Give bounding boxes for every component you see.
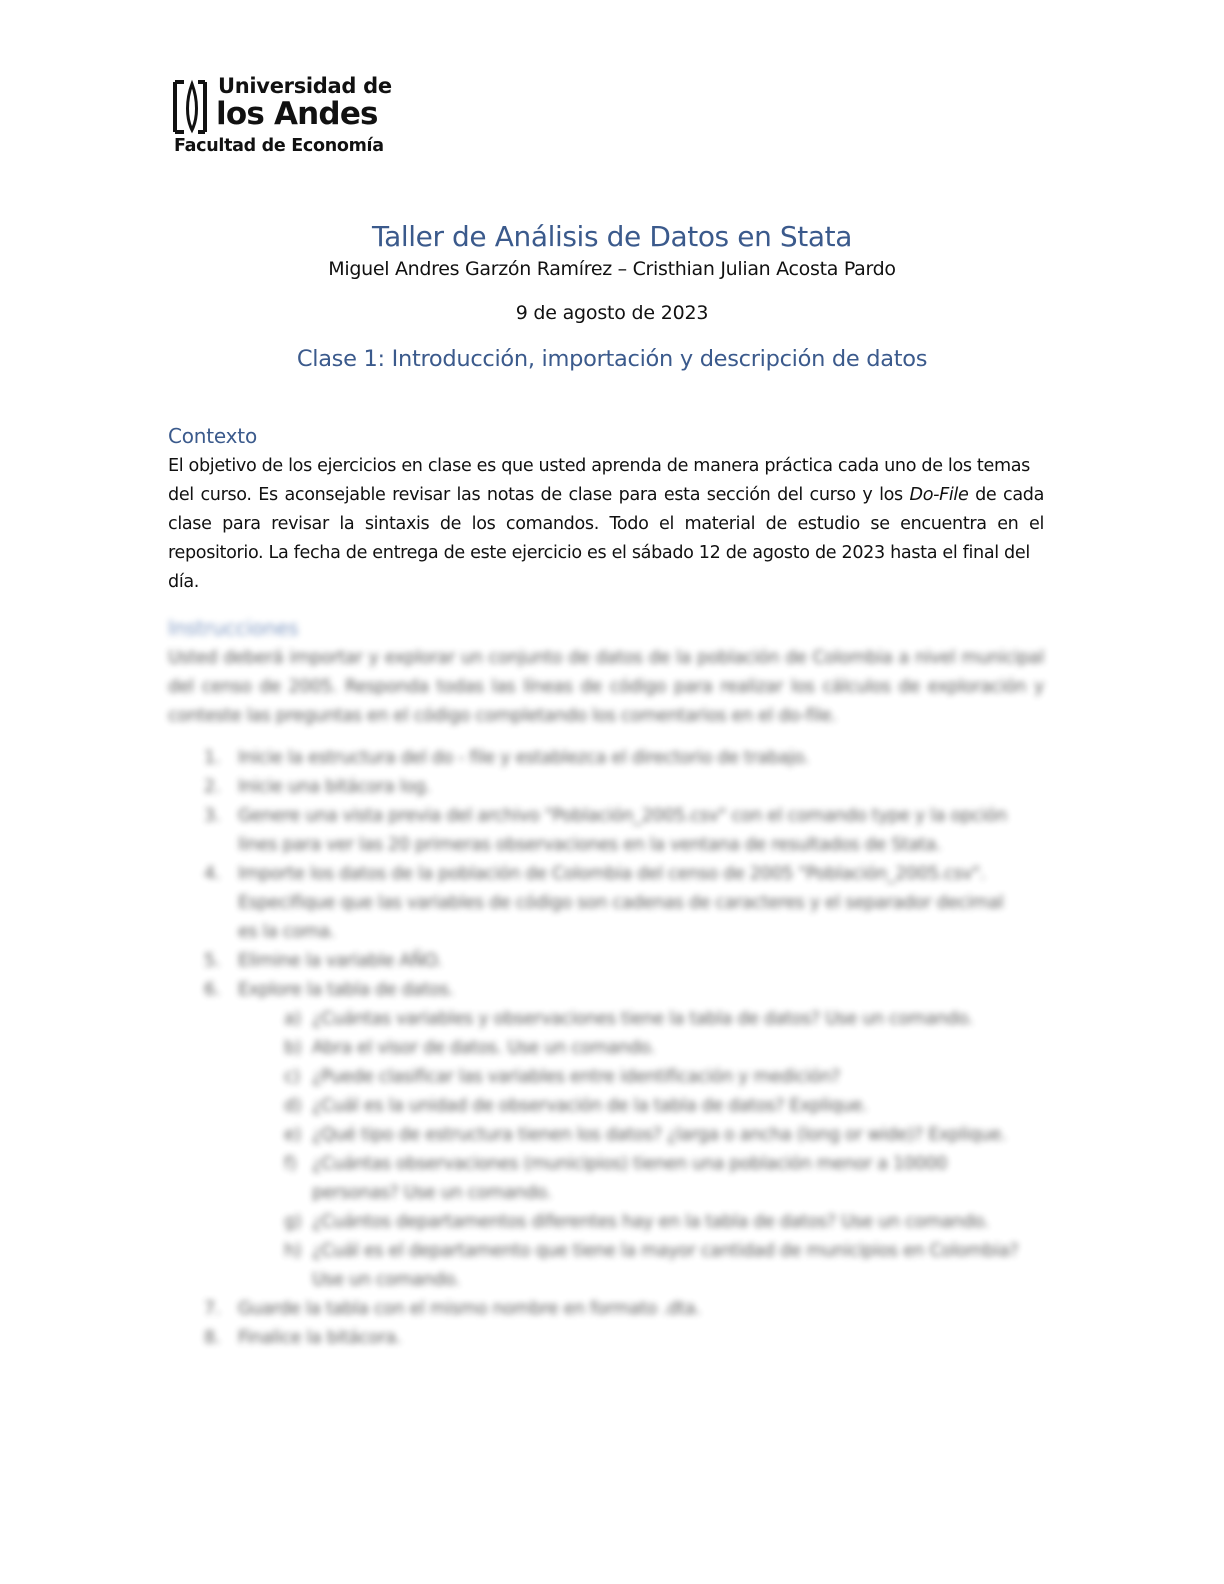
do-file-term: Do-File <box>909 485 969 505</box>
list-item: Genere una vista previa del archivo "Población_2005.csv" con el comando type y la opción <box>238 806 1007 826</box>
context-line-part: de cada <box>975 485 1045 505</box>
context-heading: Contexto <box>168 424 257 448</box>
sub-item-letter: h) <box>284 1241 302 1261</box>
sub-item: ¿Qué tipo de estructura tienen los datos? ¿larga o ancha (long or wide)? Explique. <box>312 1125 1007 1145</box>
sub-item: Abra el visor de datos. Use un comando. <box>312 1038 656 1058</box>
list-item-continuation: lines para ver las 20 primeras observaciones en la ventana de resultados de Stata. <box>238 835 942 855</box>
sub-item-continuation: personas? Use un comando. <box>312 1183 552 1203</box>
sub-item: ¿Cuántas observaciones (municipios) tienen una población menor a 10000 <box>312 1154 948 1174</box>
list-item-number: 6. <box>204 980 221 1000</box>
instructions-line: del censo de 2005. Responda todas las líneas de código para realizar los cálculos de exploración y <box>168 677 1044 697</box>
list-item: Importe los datos de la población de Colombia del censo de 2005 "Población_2005.csv". <box>238 864 986 884</box>
list-item: Explore la tabla de datos. <box>238 980 454 1000</box>
document-date: 9 de agosto de 2023 <box>515 302 709 324</box>
list-item-number: 5. <box>204 951 221 971</box>
list-item-number: 4. <box>204 864 221 884</box>
list-item-number: 1. <box>204 748 221 768</box>
list-item-number: 2. <box>204 777 221 797</box>
list-item-number: 7. <box>204 1299 221 1319</box>
list-item: Elimine la variable AÑO. <box>238 951 442 971</box>
logo-line-3: Facultad de Economía <box>174 136 384 156</box>
sub-item-letter: d) <box>284 1096 302 1116</box>
list-item-continuation: es la coma. <box>238 922 335 942</box>
context-line: clase para revisar la sintaxis de los comandos. Todo el material de estudio se encuentra en el <box>168 514 1044 534</box>
sub-item-letter: a) <box>284 1009 301 1029</box>
instructions-paragraph <box>168 644 1044 731</box>
context-line-part: del curso. Es aconsejable revisar las notas de clase para esta sección del curso y los <box>168 485 903 505</box>
sub-item: ¿Cuál es la unidad de observación de la tabla de datos? Explique. <box>312 1096 868 1116</box>
list-item-number: 8. <box>204 1328 221 1348</box>
context-line: repositorio. La fecha de entrega de este ejercicio es el sábado 12 de agosto de 2023 hasta el final del <box>168 543 1030 563</box>
list-item-number: 3. <box>204 806 221 826</box>
instructions-line: conteste las preguntas en el código completando los comentarios en el do-file. <box>168 706 837 726</box>
list-item: Inicie la estructura del do - file y establezca el directorio de trabajo. <box>238 748 809 768</box>
sub-item-letter: b) <box>284 1038 302 1058</box>
sub-item: ¿Cuál es el departamento que tiene la mayor cantidad de municipios en Colombia? <box>312 1241 1019 1261</box>
context-line: día. <box>168 572 200 592</box>
instructions-heading: Instrucciones <box>168 616 299 640</box>
sub-item: ¿Cuántos departamentos diferentes hay en la tabla de datos? Use un comando. <box>312 1212 989 1232</box>
instructions-line: Usted deberá importar y explorar un conjunto de datos de la población de Colombia a nivel municipal <box>168 648 1044 668</box>
sub-item-letter: c) <box>284 1067 300 1087</box>
logo-line-2: los Andes <box>216 96 378 132</box>
sub-item-letter: f) <box>284 1154 297 1174</box>
context-line: El objetivo de los ejercicios en clase es que usted aprenda de manera práctica cada uno de los temas <box>168 456 1030 476</box>
document-title: Taller de Análisis de Datos en Stata <box>372 220 852 253</box>
list-item: Guarde la tabla con el mismo nombre en formato .dta. <box>238 1299 701 1319</box>
sub-item-continuation: Use un comando. <box>312 1270 460 1290</box>
list-item: Inicie una bitácora log. <box>238 777 431 797</box>
sub-item: ¿Puede clasificar las variables entre identificación y medición? <box>312 1067 841 1087</box>
list-item-continuation: Especifique que las variables de código son cadenas de caracteres y el separador decimal <box>238 893 1004 913</box>
authors: Miguel Andres Garzón Ramírez – Cristhian Julian Acosta Pardo <box>328 258 896 280</box>
class-subtitle: Clase 1: Introducción, importación y descripción de datos <box>296 346 928 372</box>
list-item: Finalice la bitácora. <box>238 1328 402 1348</box>
sub-item-letter: g) <box>284 1212 302 1232</box>
logo-line-1: Universidad de <box>218 74 392 98</box>
sub-item: ¿Cuántas variables y observaciones tiene la tabla de datos? Use un comando. <box>312 1009 973 1029</box>
sub-item-letter: e) <box>284 1125 301 1145</box>
